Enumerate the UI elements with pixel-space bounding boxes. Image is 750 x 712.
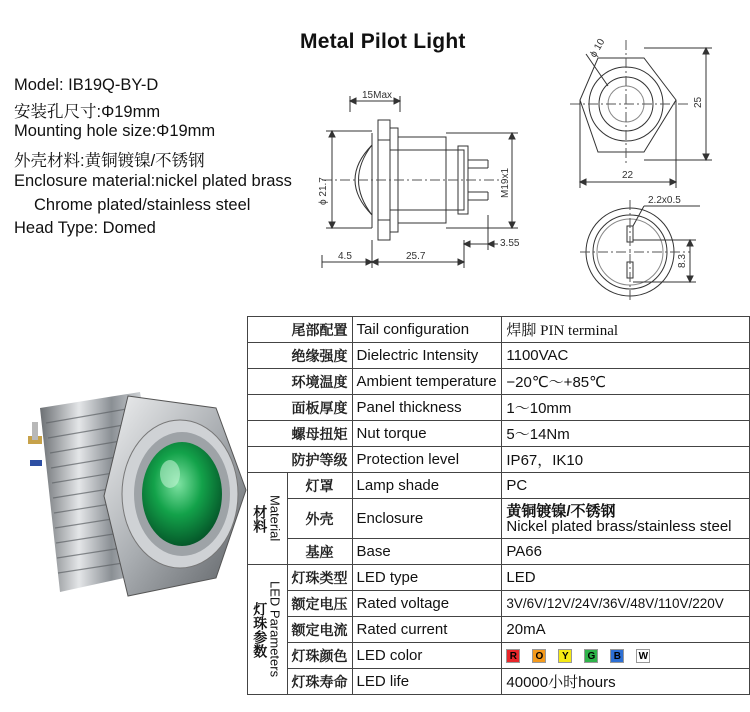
row-zh-label: 基座 — [287, 539, 352, 565]
row-zh-label: 灯珠颜色 — [287, 643, 352, 669]
mounting-hole-en-line: Mounting hole size:Φ19mm — [14, 122, 216, 140]
row-en-label: Base — [352, 539, 502, 565]
row-value: 40000小时hours — [502, 669, 750, 695]
row-zh-label: 尾部配置 — [248, 317, 353, 343]
led-group-label — [248, 565, 288, 695]
table-row — [248, 343, 750, 369]
row-value — [502, 499, 750, 539]
row-value: −20℃～+85℃ — [502, 369, 750, 395]
dim-head-length: 4.5 — [338, 251, 352, 262]
row-value: 20mA — [502, 617, 750, 643]
row-value: PC — [502, 473, 750, 499]
enclosure-value-en: Nickel plated brass/stainless steel — [506, 517, 732, 535]
table-row — [248, 369, 750, 395]
chrome-plated-line: Chrome plated/stainless steel — [34, 196, 251, 214]
row-value: PA66 — [502, 539, 750, 565]
row-zh-label: 灯珠类型 — [287, 565, 352, 591]
row-value: 3V/6V/12V/24V/36V/48V/110V/220V — [502, 591, 750, 617]
spec-table — [247, 316, 750, 695]
row-en-label: Lamp shade — [352, 473, 502, 499]
row-en-label: Rated current — [352, 617, 502, 643]
dim-thread: M19x1 — [500, 167, 511, 198]
color-swatch-blue: B — [610, 649, 624, 663]
row-zh-label: 外壳 — [287, 499, 352, 539]
led-group-en: LED Parameters — [267, 581, 283, 678]
enclosure-en-line: Enclosure material:nickel plated brass — [14, 172, 292, 190]
table-row — [248, 617, 750, 643]
dim-pin-spacing: 8.3 — [677, 254, 688, 268]
enclosure-zh-line: 外壳材料:黄铜镀镍/不锈钢 — [14, 152, 205, 170]
table-row — [248, 473, 750, 499]
dim-15max: 15Max — [362, 90, 393, 101]
material-group-label — [248, 473, 288, 565]
product-photo — [20, 378, 250, 618]
color-swatch-red: R — [506, 649, 520, 663]
dim-head-diameter: ϕ 21.7 — [318, 177, 329, 205]
row-zh-label: 螺母扭矩 — [248, 421, 353, 447]
technical-drawing — [0, 0, 750, 312]
row-value: IP67，IK10 — [502, 447, 750, 473]
table-row — [248, 317, 750, 343]
color-swatch-white: W — [636, 649, 650, 663]
row-en-label: Tail configuration — [352, 317, 502, 343]
row-en-label: Dielectric Intensity — [352, 343, 502, 369]
row-zh-label: 面板厚度 — [248, 395, 353, 421]
material-group-en: Material — [267, 495, 283, 542]
row-en-label: Enclosure — [352, 499, 502, 539]
table-row — [248, 539, 750, 565]
material-group-zh: 材料 — [252, 504, 269, 533]
color-swatch-yellow: Y — [558, 649, 572, 663]
row-en-label: Panel thickness — [352, 395, 502, 421]
table-row — [248, 591, 750, 617]
row-zh-label: 防护等级 — [248, 447, 353, 473]
row-zh-label: 灯罩 — [287, 473, 352, 499]
table-row — [248, 499, 750, 539]
row-en-label: Protection level — [352, 447, 502, 473]
color-swatch-green: G — [584, 649, 598, 663]
row-en-label: LED life — [352, 669, 502, 695]
row-value: 1100VAC — [502, 343, 750, 369]
table-row — [248, 421, 750, 447]
row-zh-label: 额定电压 — [287, 591, 352, 617]
row-value: 1～10mm — [502, 395, 750, 421]
table-row — [248, 669, 750, 695]
dim-pin-length: 3.55 — [500, 238, 520, 249]
row-en-label: Rated voltage — [352, 591, 502, 617]
row-zh-label: 环境温度 — [248, 369, 353, 395]
table-row — [248, 447, 750, 473]
led-color-swatches — [502, 643, 750, 669]
table-row — [248, 565, 750, 591]
led-group-zh: 灯珠参数 — [252, 601, 269, 658]
color-swatch-orange: O — [532, 649, 546, 663]
dim-body-length: 25.7 — [406, 251, 426, 262]
dim-hex-height: 25 — [693, 96, 704, 108]
table-row — [248, 643, 750, 669]
enclosure-value-zh: 黄铜镀镍/不锈钢 — [506, 502, 616, 520]
dim-pin-size: 2.2x0.5 — [648, 195, 681, 206]
row-value: 5～14Nm — [502, 421, 750, 447]
row-en-label: LED type — [352, 565, 502, 591]
row-value: 焊脚 PIN terminal — [502, 317, 750, 343]
row-zh-label: 绝缘强度 — [248, 343, 353, 369]
head-type-line: Head Type: Domed — [14, 219, 156, 237]
row-en-label: Nut torque — [352, 421, 502, 447]
row-en-label: LED color — [352, 643, 502, 669]
row-zh-label: 灯珠寿命 — [287, 669, 352, 695]
table-row — [248, 395, 750, 421]
row-value: LED — [502, 565, 750, 591]
page-title: Metal Pilot Light — [300, 30, 466, 53]
mounting-hole-zh-line: 安装孔尺寸:Φ19mm — [14, 103, 161, 121]
dim-hex-width: 22 — [622, 170, 634, 181]
model-line: Model: IB19Q-BY-D — [14, 76, 159, 94]
row-zh-label: 额定电流 — [287, 617, 352, 643]
dim-lens-diameter: ϕ 10 — [588, 37, 608, 60]
row-en-label: Ambient temperature — [352, 369, 502, 395]
